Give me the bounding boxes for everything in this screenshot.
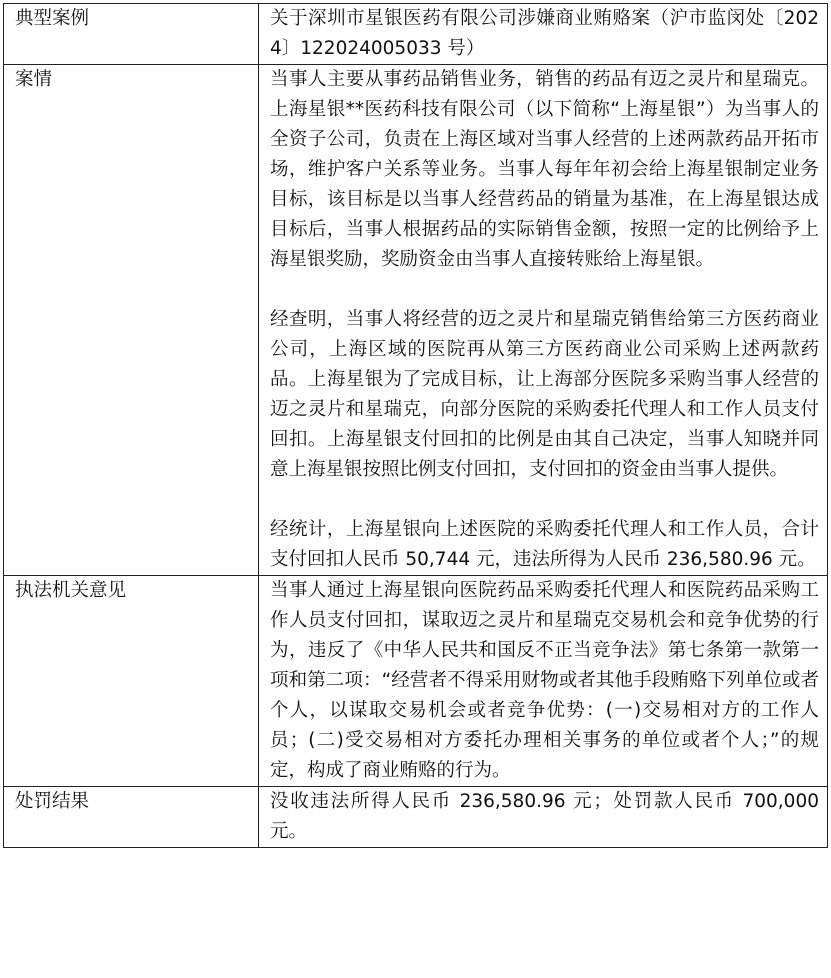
facts-paragraph: 经统计，上海星银向上述医院的采购委托代理人和工作人员，合计支付回扣人民币 50,744 元，违法所得为人民币 236,580.96 元。 (270, 519, 819, 570)
row-label: 典型案例 (4, 4, 259, 65)
case-title-text: 关于深圳市星银医药有限公司涉嫌商业贿赂案（沪市监闵处〔2024〕122024005033 号） (270, 8, 819, 59)
row-label: 处罚结果 (4, 787, 259, 848)
row-label: 案情 (4, 65, 259, 576)
penalty-result (259, 787, 828, 848)
row-typical-case (4, 4, 828, 65)
penalty-paragraph: 没收违法所得人民币 236,580.96 元；处罚款人民币 700,000 元。 (270, 791, 819, 842)
row-case-facts (4, 65, 828, 576)
facts-paragraph: 当事人主要从事药品销售业务，销售的药品有迈之灵片和星瑞克。上海星银**医药科技有限公司（以下简称“上海星银”）为当事人的全资子公司，负责在上海区域对当事人经营的上述两款药品开拓市场，维护客户关系等业务。当事人每年年初会给上海星银制定业务目标，该目标是以当事人经营药品的销量为基准，在上海星银达成目标后，当事人根据药品的实际销售金额，按照一定的比例给予上海星银奖励，奖励资金由当事人直接转账给上海星银。 (270, 69, 819, 270)
row-penalty-result (4, 787, 828, 848)
opinion-paragraph: 当事人通过上海星银向医院药品采购委托代理人和医院药品采购工作人员支付回扣，谋取迈之灵片和星瑞克交易机会和竞争优势的行为，违反了《中华人民共和国反不正当竞争法》第七条第一款第一项和第二项：“经营者不得采用财物或者其他手段贿赂下列单位或者个人，以谋取交易机会或者竞争优势：(一)交易相对方的工作人员；(二)受交易相对方委托办理相关事务的单位或者个人；”的规定，构成了商业贿赂的行为。 (270, 580, 819, 781)
row-label: 执法机关意见 (4, 576, 259, 787)
facts-paragraph: 经查明，当事人将经营的迈之灵片和星瑞克销售给第三方医药商业公司，上海区域的医院再从第三方医药商业公司采购上述两款药品。上海星银为了完成目标，让上海部分医院多采购当事人经营的迈之灵片和星瑞克，向部分医院的采购委托代理人和工作人员支付回扣。上海星银支付回扣的比例是由其自己决定，当事人知晓并同意上海星银按照比例支付回扣，支付回扣的资金由当事人提供。 (270, 309, 819, 480)
case-title (259, 4, 828, 65)
case-facts (259, 65, 828, 576)
row-enforcement-opinion (4, 576, 828, 787)
enforcement-opinion (259, 576, 828, 787)
case-table (3, 3, 828, 848)
